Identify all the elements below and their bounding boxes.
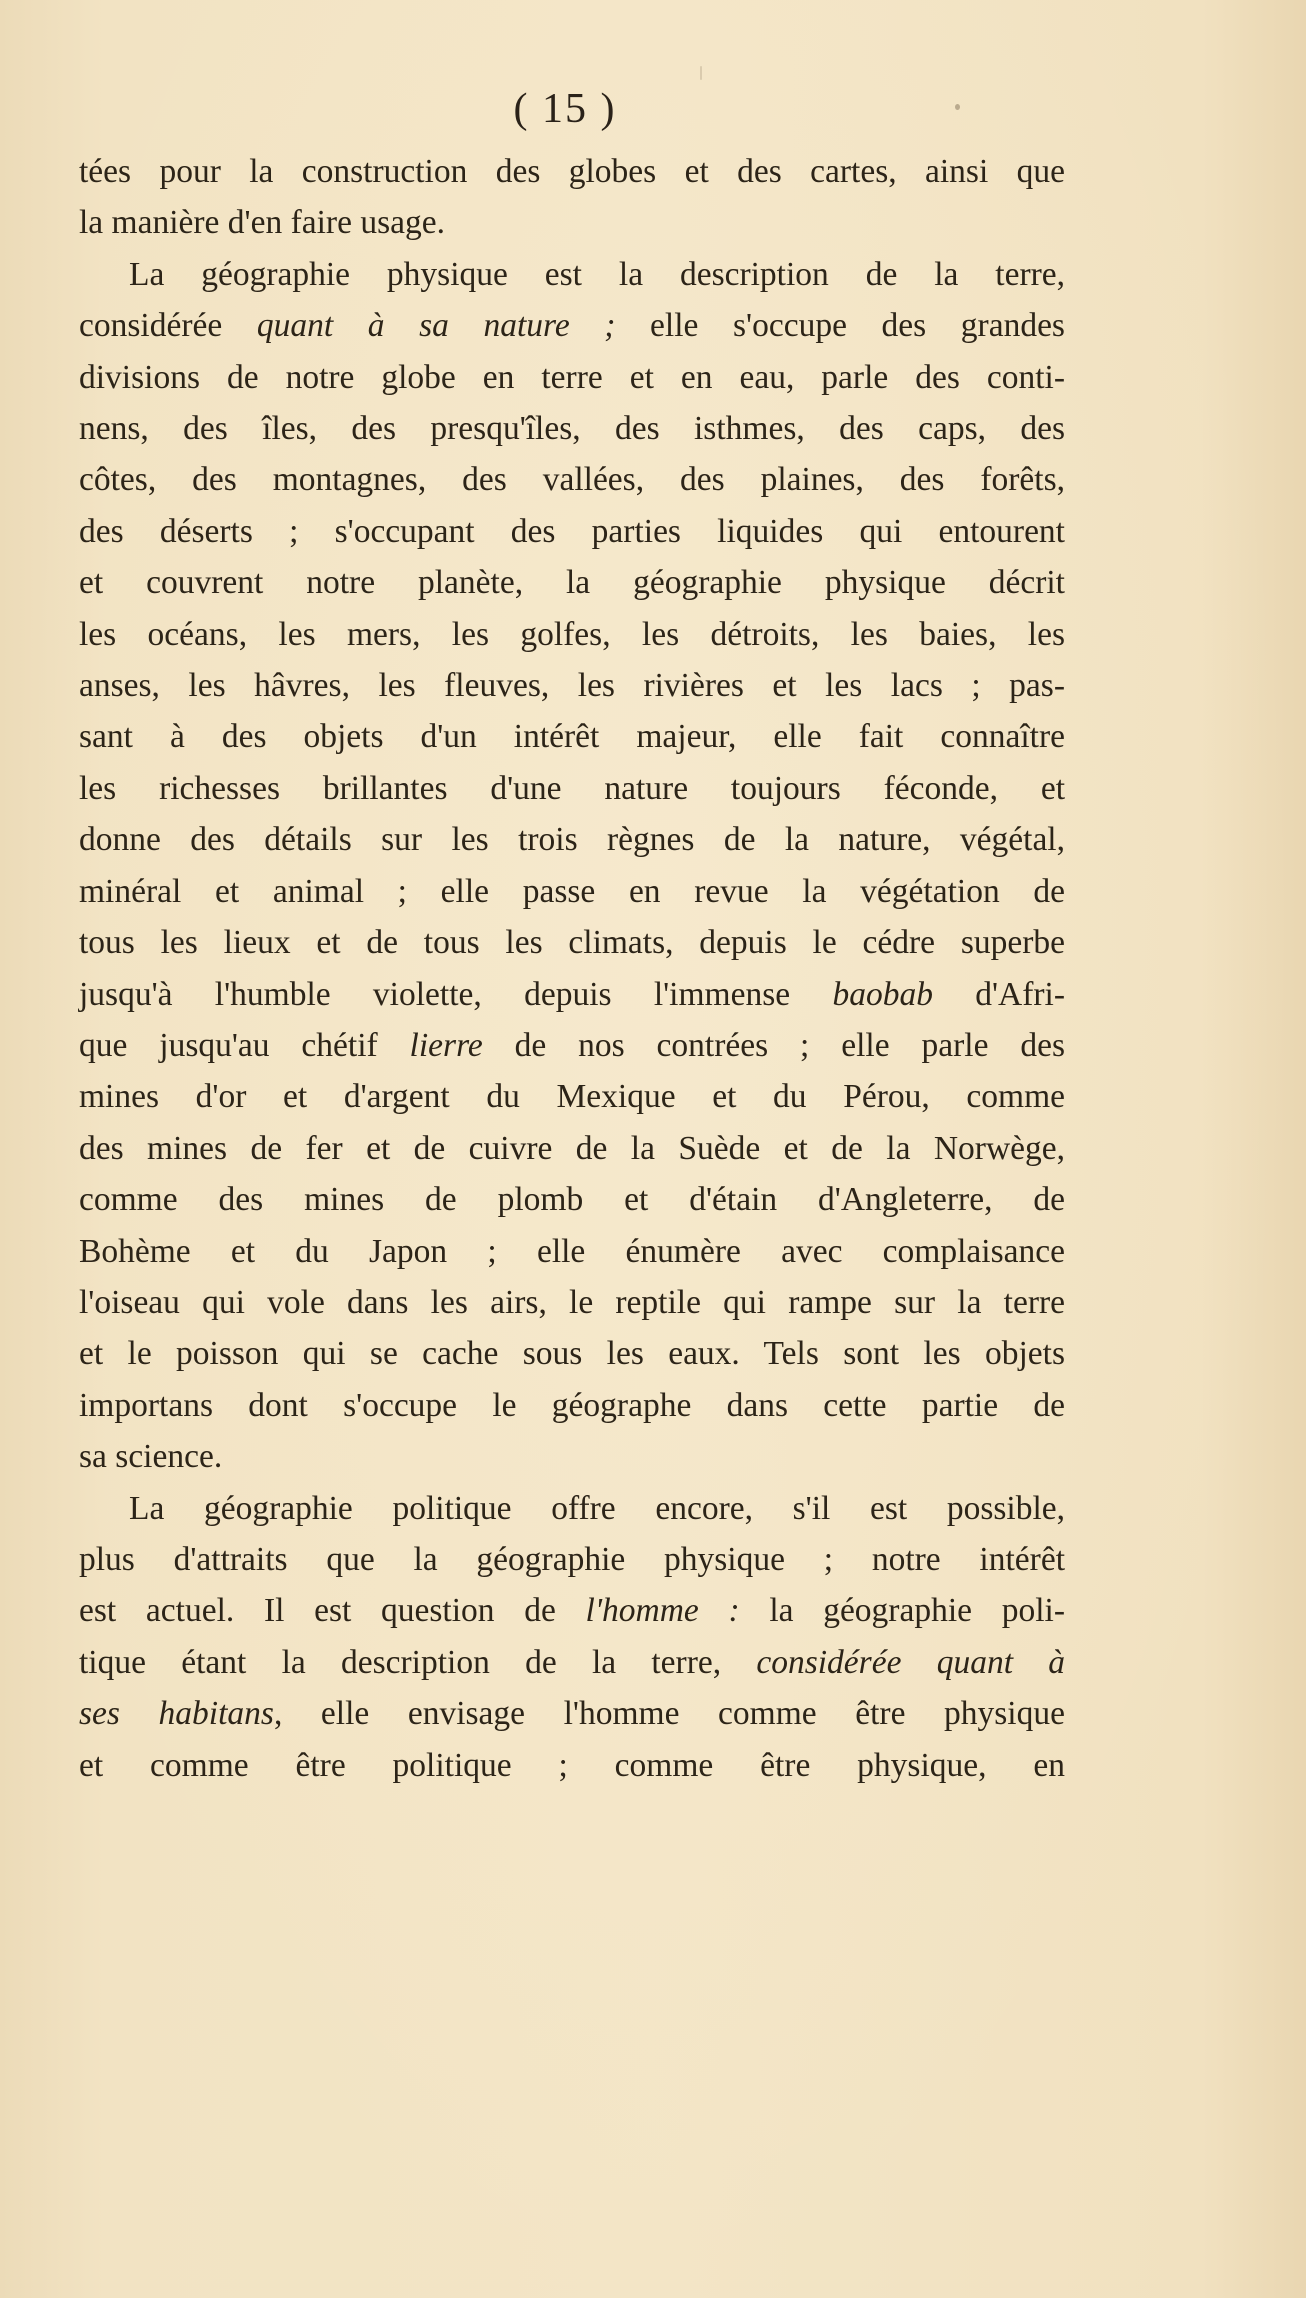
text-line	[79, 763, 1065, 814]
text-line	[79, 1328, 1065, 1379]
text-line	[79, 454, 1065, 505]
text-fragment: d'Afri-	[932, 975, 1065, 1013]
body-text	[79, 146, 1065, 1791]
text-fragment: tique étant la description de la terre,	[79, 1643, 757, 1681]
text-fragment: La géographie politique offre encore, s'il est possible,	[129, 1489, 1065, 1527]
text-line	[79, 1123, 1065, 1174]
text-fragment: des déserts ; s'occupant des parties liquides qui entourent	[79, 512, 1065, 550]
text-line	[79, 1174, 1065, 1225]
text-fragment: des mines de fer et de cuivre de la Suède et de la Norwège,	[79, 1129, 1065, 1167]
text-line	[79, 506, 1065, 557]
text-line	[79, 814, 1065, 865]
text-column	[79, 146, 1065, 1791]
text-fragment: tous les lieux et de tous les climats, depuis le cédre superbe	[79, 924, 1065, 962]
text-line	[79, 352, 1065, 403]
text-fragment: , elle envisage l'homme comme être physique	[273, 1695, 1065, 1733]
text-fragment: donne des détails sur les trois règnes de la nature, végétal,	[79, 821, 1065, 859]
text-fragment: la géographie poli-	[739, 1592, 1065, 1630]
text-line	[79, 1380, 1065, 1431]
text-line	[79, 1534, 1065, 1585]
text-fragment: les océans, les mers, les golfes, les détroits, les baies, les	[79, 615, 1065, 653]
text-line	[79, 1585, 1065, 1636]
text-line	[79, 969, 1065, 1020]
text-fragment: mines d'or et d'argent du Mexique et du Pérou, comme	[79, 1078, 1065, 1116]
text-line	[79, 660, 1065, 711]
text-line	[79, 711, 1065, 762]
text-line	[79, 1637, 1065, 1688]
text-line	[79, 1071, 1065, 1122]
text-fragment: divisions de notre globe en terre et en eau, parle des conti-	[79, 358, 1065, 396]
text-fragment: est actuel. Il est question de	[79, 1592, 586, 1630]
text-line	[79, 866, 1065, 917]
text-fragment: nens, des îles, des presqu'îles, des isthmes, des caps, des	[79, 410, 1065, 448]
text-fragment: la manière d'en faire usage.	[79, 204, 445, 242]
text-fragment: et couvrent notre planète, la géographie physique décrit	[79, 564, 1065, 602]
text-fragment: elle s'occupe des grandes	[615, 307, 1065, 345]
text-line	[79, 1483, 1065, 1534]
text-fragment: La géographie physique est la description de la terre,	[129, 255, 1065, 293]
text-line	[79, 557, 1065, 608]
text-line	[79, 1226, 1065, 1277]
text-line	[79, 1688, 1065, 1739]
text-fragment: minéral et animal ; elle passe en revue la végétation de	[79, 872, 1065, 910]
text-fragment: l'oiseau qui vole dans les airs, le reptile qui rampe sur la terre	[79, 1283, 1065, 1321]
text-fragment: Bohème et du Japon ; elle énumère avec complaisance	[79, 1232, 1065, 1270]
italic-phrase: ses habitans	[79, 1695, 274, 1733]
text-fragment: anses, les hâvres, les fleuves, les rivières et les lacs ; pas-	[79, 667, 1065, 705]
page-number: ( 15 )	[513, 86, 617, 132]
text-line	[79, 403, 1065, 454]
text-line	[79, 300, 1065, 351]
text-fragment: considérée	[79, 307, 257, 345]
text-fragment: et le poisson qui se cache sous les eaux. Tels sont les objets	[79, 1335, 1065, 1373]
text-fragment: les richesses brillantes d'une nature toujours féconde, et	[79, 769, 1065, 807]
italic-phrase: l'homme :	[585, 1592, 740, 1630]
text-fragment: de nos contrées ; elle parle des	[482, 1026, 1065, 1064]
italic-phrase: considérée quant à	[756, 1643, 1065, 1681]
text-fragment: plus d'attraits que la géographie physique ; notre intérêt	[79, 1540, 1065, 1578]
text-fragment: que jusqu'au chétif	[79, 1026, 410, 1064]
text-line	[79, 1431, 1065, 1482]
text-line	[79, 1740, 1065, 1791]
text-fragment: tées pour la construction des globes et des cartes, ainsi que	[79, 153, 1065, 190]
text-fragment: importans dont s'occupe le géographe dans cette partie de	[79, 1386, 1065, 1424]
text-line	[79, 197, 1065, 248]
text-line	[79, 249, 1065, 300]
italic-phrase: baobab	[832, 975, 933, 1013]
italic-phrase: quant à sa nature ;	[256, 307, 616, 345]
text-line	[79, 609, 1065, 660]
text-fragment: comme des mines de plomb et d'étain d'Angleterre, de	[79, 1181, 1065, 1219]
text-line	[79, 146, 1065, 197]
text-line	[79, 917, 1065, 968]
text-fragment: jusqu'à l'humble violette, depuis l'immense	[79, 975, 833, 1013]
text-line	[79, 1277, 1065, 1328]
text-line	[79, 1020, 1065, 1071]
text-fragment: sant à des objets d'un intérêt majeur, elle fait connaître	[79, 718, 1065, 756]
italic-phrase: lierre	[409, 1026, 483, 1064]
text-fragment: côtes, des montagnes, des vallées, des plaines, des forêts,	[79, 461, 1065, 499]
text-fragment: et comme être politique ; comme être physique, en	[79, 1746, 1065, 1784]
text-fragment: sa science.	[79, 1438, 223, 1476]
paper-speck	[955, 104, 960, 110]
paper-speck	[700, 66, 702, 80]
